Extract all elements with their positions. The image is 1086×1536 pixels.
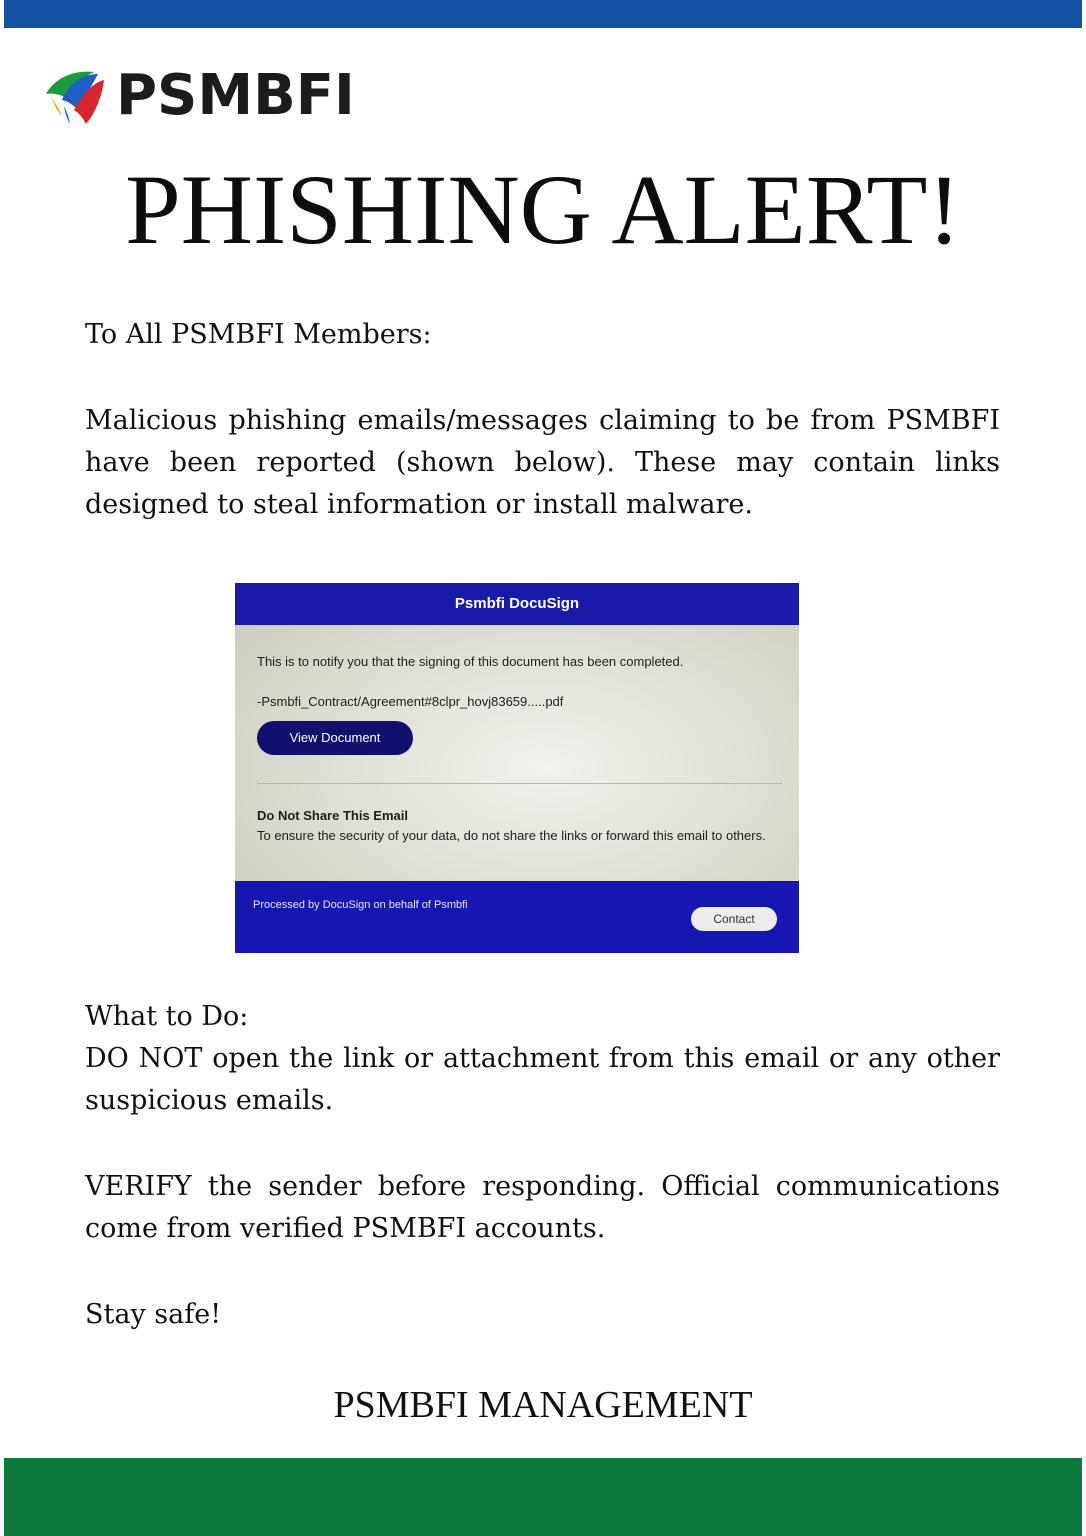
- email-notice-text: This is to notify you that the signing of this document has been completed.: [257, 654, 684, 669]
- do-not-open-instruction: DO NOT open the link or attachment from this email or any other suspicious emails.: [85, 1043, 1000, 1116]
- verify-sender-instruction: VERIFY the sender before responding. Official communications come from verified PSMBFI accounts.: [85, 1171, 1000, 1244]
- email-footer: [235, 881, 799, 953]
- management-signature: PSMBFI MANAGEMENT: [333, 1384, 753, 1426]
- bird-feather-logo-icon: [42, 64, 106, 128]
- brand-logo: [42, 64, 355, 128]
- email-do-not-share-title: Do Not Share This Email: [257, 808, 408, 823]
- warning-paragraph: Malicious phishing emails/messages claiming to be from PSMBFI have been reported (shown below). These may contain links designed to steal information or install malware.: [85, 405, 1000, 520]
- email-divider: [257, 783, 782, 784]
- brand-name: PSMBFI: [116, 63, 355, 128]
- email-do-not-share-text: To ensure the security of your data, do not share the links or forward this email to others.: [257, 828, 766, 843]
- email-attachment-name: -Psmbfi_Contract/Agreement#8clpr_hovj83659.....pdf: [257, 694, 564, 709]
- email-header: Psmbfi DocuSign: [235, 583, 799, 625]
- page-title: PHISHING ALERT!: [125, 154, 961, 265]
- stay-safe-text: Stay safe!: [85, 1299, 222, 1330]
- what-to-do-heading: What to Do:: [85, 1001, 249, 1032]
- bottom-accent-bar: [4, 1458, 1082, 1536]
- top-accent-bar: [4, 0, 1082, 28]
- email-footer-text: Processed by DocuSign on behalf of Psmbfi: [253, 899, 468, 911]
- contact-button: Contact: [691, 907, 777, 931]
- view-document-button: View Document: [257, 721, 413, 755]
- greeting-text: To All PSMBFI Members:: [85, 319, 432, 350]
- phishing-email-screenshot: [235, 583, 799, 953]
